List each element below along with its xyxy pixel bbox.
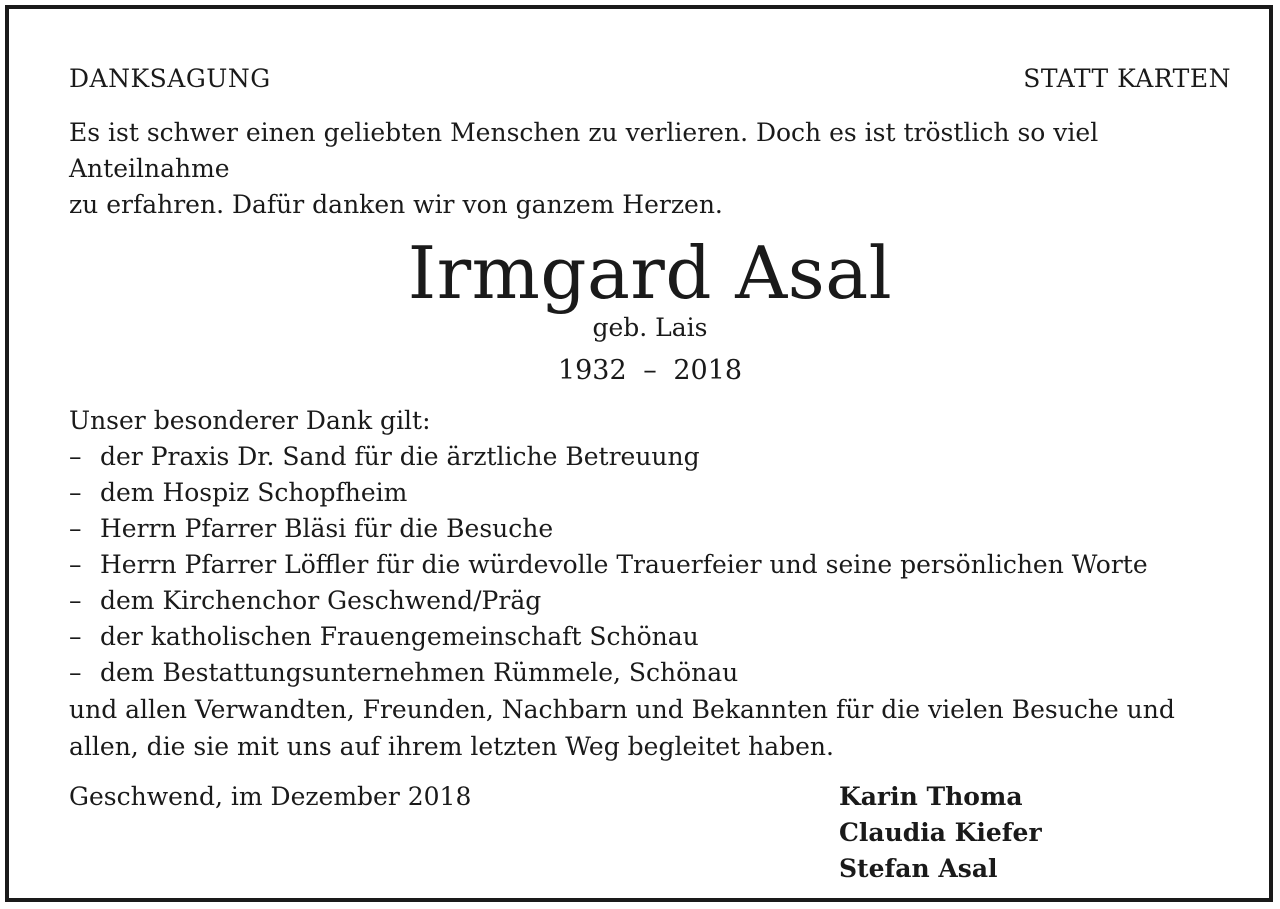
dash-bullet: – <box>69 586 82 615</box>
header-left-label: DANKSAGUNG <box>69 64 271 93</box>
list-item <box>69 655 1231 691</box>
footer-row <box>69 779 1231 889</box>
list-item <box>69 475 1231 511</box>
signature-list <box>839 779 1042 887</box>
signature-name: Claudia Kiefer <box>839 818 1042 847</box>
list-item <box>69 439 1231 475</box>
dash-bullet: – <box>69 442 82 471</box>
list-item-text: der katholischen Frauengemeinschaft Schönau <box>100 622 699 651</box>
list-item-text: der Praxis Dr. Sand für die ärztliche Betreuung <box>100 442 700 471</box>
header-row <box>69 61 1231 97</box>
intro-paragraph <box>69 115 1231 223</box>
thanks-list <box>69 439 1231 691</box>
dash-bullet: – <box>69 658 82 687</box>
header-right-label: STATT KARTEN <box>1023 64 1231 93</box>
list-item-text: dem Hospiz Schopfheim <box>100 478 408 507</box>
signature-name: Stefan Asal <box>839 854 998 883</box>
thanks-intro: Unser besonderer Dank gilt: <box>69 406 431 435</box>
list-item <box>69 511 1231 547</box>
closing-paragraph <box>69 691 1231 765</box>
list-item <box>69 619 1231 655</box>
dash-bullet: – <box>69 514 82 543</box>
list-item-text: dem Bestattungsunternehmen Rümmele, Schönau <box>100 658 739 687</box>
list-item-text: Herrn Pfarrer Bläsi für die Besuche <box>100 514 554 543</box>
dash-bullet: – <box>69 622 82 651</box>
birth-name: geb. Lais <box>592 313 708 342</box>
dash-bullet: – <box>69 478 82 507</box>
list-item <box>69 547 1231 583</box>
list-item-text: Herrn Pfarrer Löffler für die würdevolle Trauerfeier und seine persönlichen Worte <box>100 550 1148 579</box>
deceased-block <box>69 229 1231 391</box>
life-years: 1932 – 2018 <box>557 355 743 386</box>
intro-line: Es ist schwer einen geliebten Menschen zu verlieren. Doch es ist tröstlich so viel Anteilnahme <box>69 118 1099 183</box>
intro-line: zu erfahren. Dafür danken wir von ganzem Herzen. <box>69 190 723 219</box>
place-date: Geschwend, im Dezember 2018 <box>69 782 472 811</box>
deceased-name: Irmgard Asal <box>407 231 893 315</box>
dash-bullet: – <box>69 550 82 579</box>
list-item <box>69 583 1231 619</box>
closing-line: und allen Verwandten, Freunden, Nachbarn und Bekannten für die vielen Besuche und <box>69 695 1175 724</box>
notice-content <box>69 61 1231 889</box>
signature-name: Karin Thoma <box>839 782 1023 811</box>
notice-frame <box>5 5 1273 902</box>
thanks-section <box>69 403 1231 765</box>
closing-line: allen, die sie mit uns auf ihrem letzten Weg begleitet haben. <box>69 732 834 761</box>
list-item-text: dem Kirchenchor Geschwend/Präg <box>100 586 542 615</box>
